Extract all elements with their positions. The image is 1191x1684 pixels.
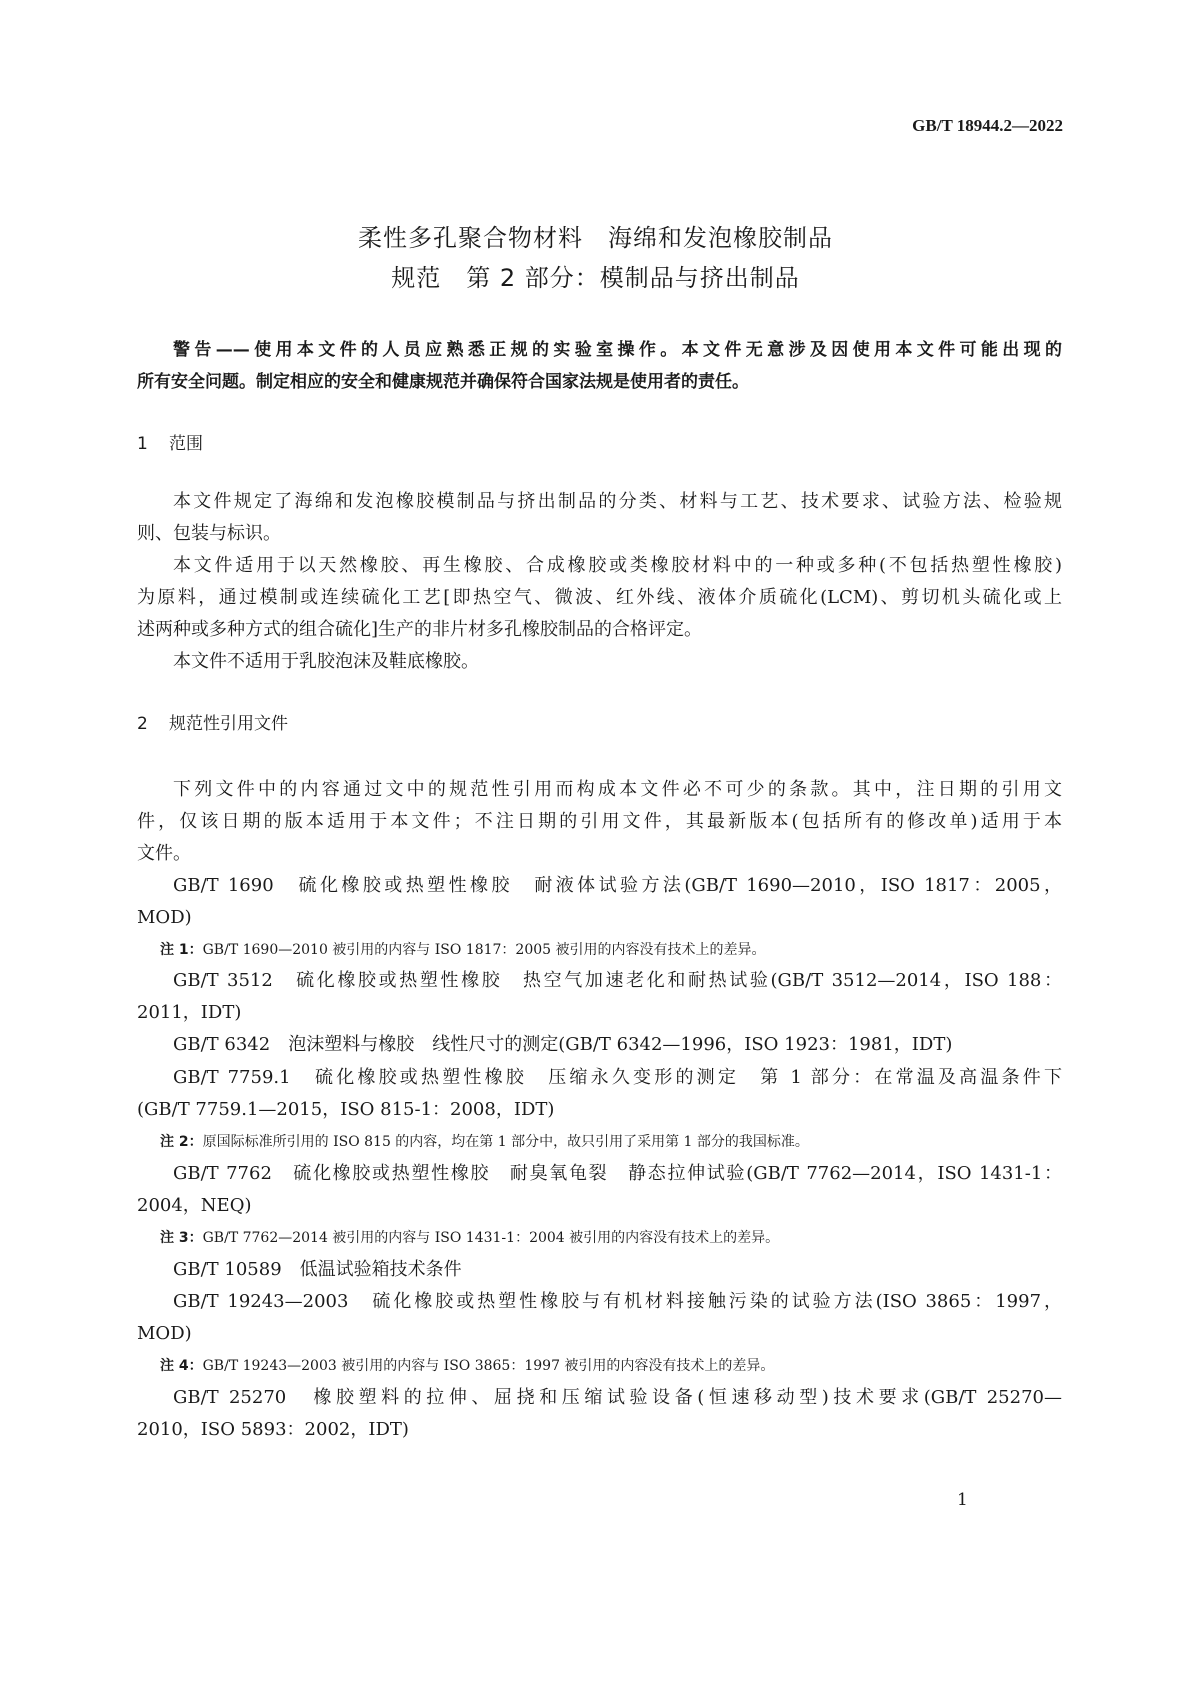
note [160, 1354, 1062, 1378]
section-heading-normative-references [137, 709, 288, 734]
section-title: 范围 [169, 434, 203, 454]
warning-line: 所有安全问题。制定相应的安全和健康规范并确保符合国家法规是使用者的责任。 [137, 372, 749, 392]
note-text: GB/T 19243—2003 被引用的内容与 ISO 3865：1997 被引用的内容没有技术上的差异。 [202, 1358, 775, 1374]
reference-line: GB/T 1690 硫化橡胶或热塑性橡胶 耐液体试验方法(GB/T 1690—2010，ISO 1817：2005， [173, 875, 1062, 896]
reference-line: 2004，NEQ) [137, 1195, 252, 1216]
note [160, 938, 1062, 962]
paragraph-line: 述两种或多种方式的组合硫化]生产的非片材多孔橡胶制品的合格评定。 [137, 619, 703, 640]
note-text: 原国际标准所引用的 ISO 815 的内容，均在第 1 部分中，故只引用了采用第 1 部分的我国标准。 [202, 1134, 809, 1150]
reference-line: GB/T 10589 低温试验箱技术条件 [173, 1259, 462, 1280]
reference-line: MOD) [137, 907, 192, 928]
section-title: 规范性引用文件 [169, 714, 288, 734]
doc-title-line1: 柔性多孔聚合物材料 海绵和发泡橡胶制品 [358, 224, 833, 252]
standard-number: GB/T 18944.2—2022 [912, 116, 1063, 135]
paragraph-line: 为原料，通过模制或连续硫化工艺[即热空气、微波、红外线、液体介质硫化(LCM)、剪切机头硫化或上 [137, 587, 1062, 608]
note-text: GB/T 7762—2014 被引用的内容与 ISO 1431-1：2004 被引用的内容没有技术上的差异。 [202, 1230, 780, 1246]
doc-title-line2: 规范 第 2 部分：模制品与挤出制品 [391, 264, 800, 292]
reference-line: MOD) [137, 1323, 192, 1344]
page-number: 1 [957, 1490, 968, 1510]
note-label: 注 2： [160, 1134, 203, 1150]
paragraph-line: 则、包装与标识。 [137, 523, 281, 544]
reference-line: (GB/T 7759.1—2015，ISO 815-1：2008，IDT) [137, 1099, 555, 1120]
note [160, 1130, 1062, 1154]
reference-line: GB/T 3512 硫化橡胶或热塑性橡胶 热空气加速老化和耐热试验(GB/T 3512—2014，ISO 188： [173, 970, 1062, 991]
warning-line: 警告——使用本文件的人员应熟悉正规的实验室操作。本文件无意涉及因使用本文件可能出现的 [173, 340, 1062, 360]
paragraph-line: 本文件规定了海绵和发泡橡胶模制品与挤出制品的分类、材料与工艺、技术要求、试验方法、检验规 [173, 491, 1062, 512]
note-text: GB/T 1690—2010 被引用的内容与 ISO 1817：2005 被引用的内容没有技术上的差异。 [202, 942, 766, 958]
reference-line: 2010，ISO 5893：2002，IDT) [137, 1419, 409, 1440]
paragraph-line: 件，仅该日期的版本适用于本文件；不注日期的引用文件，其最新版本(包括所有的修改单)适用于本 [137, 811, 1062, 832]
reference-line: GB/T 7759.1 硫化橡胶或热塑性橡胶 压缩永久变形的测定 第 1 部分：在常温及高温条件下 [173, 1067, 1062, 1088]
note-label: 注 3： [160, 1230, 203, 1246]
note [160, 1226, 1062, 1250]
reference-line: GB/T 6342 泡沫塑料与橡胶 线性尺寸的测定(GB/T 6342—1996，ISO 1923：1981，IDT) [173, 1034, 953, 1055]
reference-line: GB/T 7762 硫化橡胶或热塑性橡胶 耐臭氧龟裂 静态拉伸试验(GB/T 7762—2014，ISO 1431-1： [173, 1163, 1062, 1184]
section-number: 1 [137, 434, 148, 454]
paragraph-line: 文件。 [137, 843, 191, 864]
paragraph-line: 本文件适用于以天然橡胶、再生橡胶、合成橡胶或类橡胶材料中的一种或多种(不包括热塑性橡胶) [173, 555, 1062, 576]
reference-line: GB/T 25270 橡胶塑料的拉伸、屈挠和压缩试验设备(恒速移动型)技术要求(GB/T 25270— [173, 1387, 1062, 1408]
reference-line: 2011，IDT) [137, 1002, 242, 1023]
note-label: 注 1： [160, 942, 203, 958]
section-number: 2 [137, 714, 148, 734]
paragraph-line: 本文件不适用于乳胶泡沫及鞋底橡胶。 [173, 651, 479, 672]
note-label: 注 4： [160, 1358, 203, 1374]
section-heading-scope [137, 429, 203, 454]
reference-line: GB/T 19243—2003 硫化橡胶或热塑性橡胶与有机材料接触污染的试验方法(ISO 3865：1997， [173, 1291, 1062, 1312]
paragraph-line: 下列文件中的内容通过文中的规范性引用而构成本文件必不可少的条款。其中，注日期的引用文 [173, 779, 1062, 800]
